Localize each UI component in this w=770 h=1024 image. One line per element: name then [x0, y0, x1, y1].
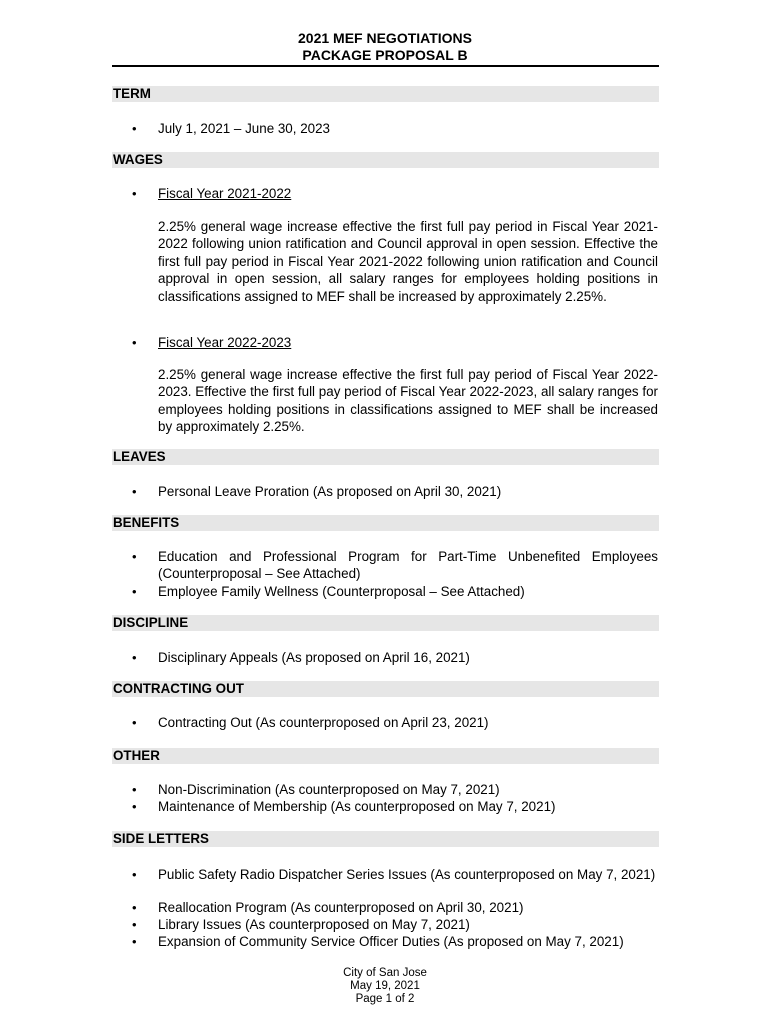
bullet-icon: •	[132, 917, 137, 932]
other-item: Maintenance of Membership (As counterproposed on May 7, 2021)	[158, 799, 556, 814]
section-heading-benefits: BENEFITS	[112, 515, 659, 531]
section-heading-term: TERM	[112, 86, 659, 102]
leaves-item: Personal Leave Proration (As proposed on April 30, 2021)	[158, 484, 502, 499]
wages-fy2-text: 2.25% general wage increase effective the first full pay period of Fiscal Year 2022-2023. Effective the first full pay period of Fiscal Year 2022-2023, all salary ranges for employees holding positions in classifications assigned to MEF shall be increased by approximately 2.25%.	[158, 367, 658, 435]
wages-fy1-label: Fiscal Year 2021-2022	[158, 186, 292, 201]
term-item: July 1, 2021 – June 30, 2023	[158, 121, 330, 136]
document-title-line-1: 2021 MEF NEGOTIATIONS	[298, 30, 472, 46]
discipline-item: Disciplinary Appeals (As proposed on April 16, 2021)	[158, 650, 470, 665]
footer-page-number: Page 1 of 2	[355, 993, 415, 1005]
bullet-icon: •	[132, 799, 137, 814]
wages-fy1-text: 2.25% general wage increase effective the first full pay period in Fiscal Year 2021-2022 following union ratification and Council approval in open session. Effective the first full pay period in Fiscal Year 2021-2022 following union ratification and Council approval in open session, all salary ranges for employees holding positions in classifications assigned to MEF shall be increased by approximately 2.25%.	[158, 219, 658, 304]
bullet-icon: •	[132, 186, 137, 201]
benefits-item: Education and Professional Program for Part-Time Unbenefited Employees (Counterproposal – See Attached)	[158, 549, 658, 582]
section-heading-discipline: DISCIPLINE	[112, 615, 659, 631]
section-heading-leaves: LEAVES	[112, 449, 659, 465]
side-letters-item: Reallocation Program (As counterproposed on April 30, 2021)	[158, 900, 524, 915]
bullet-icon: •	[132, 549, 137, 564]
bullet-icon: •	[132, 335, 137, 350]
bullet-icon: •	[132, 782, 137, 797]
side-letters-item: Expansion of Community Service Officer Duties (As proposed on May 7, 2021)	[158, 934, 624, 949]
bullet-icon: •	[132, 650, 137, 665]
bullet-icon: •	[132, 715, 137, 730]
side-letters-item: Public Safety Radio Dispatcher Series Issues (As counterproposed on May 7, 2021)	[158, 867, 656, 882]
bullet-icon: •	[132, 934, 137, 949]
footer-organization: City of San Jose	[343, 967, 427, 979]
contracting-out-item: Contracting Out (As counterproposed on April 23, 2021)	[158, 715, 489, 730]
section-heading-side-letters: SIDE LETTERS	[112, 831, 659, 847]
section-heading-contracting-out: CONTRACTING OUT	[112, 681, 659, 697]
document-title-line-2: PACKAGE PROPOSAL B	[302, 47, 468, 63]
bullet-icon: •	[132, 867, 137, 882]
footer-date: May 19, 2021	[350, 980, 420, 992]
section-heading-wages: WAGES	[112, 152, 659, 168]
bullet-icon: •	[132, 484, 137, 499]
bullet-icon: •	[132, 584, 137, 599]
other-item: Non-Discrimination (As counterproposed on May 7, 2021)	[158, 782, 500, 797]
side-letters-item: Library Issues (As counterproposed on May 7, 2021)	[158, 917, 470, 932]
title-divider	[112, 65, 659, 67]
bullet-icon: •	[132, 121, 137, 136]
section-heading-other: OTHER	[112, 748, 659, 764]
wages-fy2-label: Fiscal Year 2022-2023	[158, 335, 292, 350]
bullet-icon: •	[132, 900, 137, 915]
benefits-item: Employee Family Wellness (Counterproposal – See Attached)	[158, 584, 525, 599]
